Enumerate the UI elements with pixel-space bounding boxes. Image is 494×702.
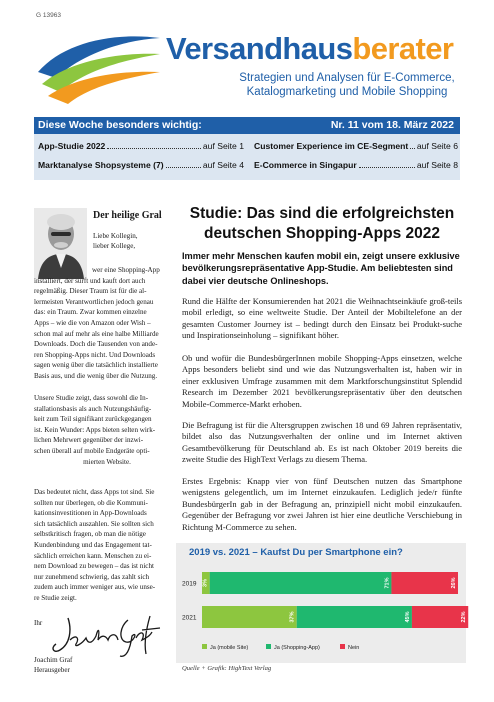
article-paragraph-2: Ob und wofür die BundesbürgerInnen mobile Shopping-Apps einsetzen, welche Apps besonders beliebt sind und wie das Nutzungsverhalten ist, haben wir in einer exklusiven Umfrage zusammen mit dem Marktforschungsinstitut Splendid Research im Dezember 2021 bevölkerungsrepräsentativ über den deutschen Mobile-Commerce-Markt erhoben. <box>182 353 462 409</box>
article-paragraph-1: Rund die Hälfte der Konsumierenden hat 2021 die Weihnachtseinkäufe groß-teils mobil erledigt, so eine weltweite Studie. Der Anteil der Mobiltelefone an der gesamten Customer Journey ist – bedingt durch den Einsatz bei Produkt-suche und Inspirationseinholung – signifikant höher. <box>182 296 462 341</box>
editorial-greeting-2: lieber Kollege, <box>93 242 136 250</box>
author-name: Joachim Graf <box>34 656 73 664</box>
data-label-2021-series-2: 22% <box>461 611 468 623</box>
data-label-2019-series-1: 71% <box>384 577 391 589</box>
bar-2019-series-1 <box>210 572 392 594</box>
data-label-2021-series-1: 45% <box>404 611 411 623</box>
article-lead: Immer mehr Menschen kaufen mobil ein, zeigt unsere exklusive bevölkerungsrepräsentative App-Studie. Am beliebtesten sind dabei vier deutsche Onlineshops. <box>182 251 460 286</box>
editorial-closing: Ihr <box>34 619 43 627</box>
article-paragraph-4: Erstes Ergebnis: Knapp vier von fünf Deutschen nutzen das Smartphone wenigstens gelegentlich, um im Internet einzukaufen. Lediglich jede/r fünfte BundesbürgerIn gab in der Befragung an, prinzipiell nicht mobil einzukaufen. Gegenüber der Befragung vor zwei Jahren ist hier eine deutliche Verschiebung in Richtung M-Commerce zu sehen. <box>182 476 462 532</box>
author-role: Herausgeber <box>34 666 70 675</box>
legend-label-1: Ja (Shopping-App) <box>274 645 320 651</box>
legend-swatch-2 <box>340 644 345 649</box>
toc-item-marktanalyse[interactable]: Marktanalyse Shopsysteme (7) auf Seite 4 <box>38 160 244 170</box>
brand-tagline <box>232 71 462 99</box>
issue-code: G 13963 <box>36 12 61 19</box>
toc-item-customer-experience[interactable]: Customer Experience im CE-Segment auf Seite 6 <box>254 141 458 151</box>
tagline-line1: Strategien und Analysen für E-Commerce, <box>239 72 455 84</box>
stacked-bar-chart <box>176 560 466 663</box>
toc-item-singapur[interactable]: E-Commerce in Singapur auf Seite 8 <box>254 160 458 170</box>
tagline-line2: Katalogmarketing und Mobile Shopping <box>246 86 448 98</box>
brand-wordmark <box>166 33 453 64</box>
legend-swatch-1 <box>266 644 271 649</box>
article-paragraph-3: Die Befragung ist für die Altersgruppen zwischen 18 und 69 Jahren repräsentativ, bildet also das Nutzungsverhalten der online und im Internet aktiven Gesamtbevölkerung für Deutschland ab. Es ist nach Oktober 2019 bereits die zweite Studie des HighText Verlags zu diesem Thema. <box>182 420 462 465</box>
editorial-title: Der heilige Gral <box>93 210 162 221</box>
legend-swatch-0 <box>202 644 207 649</box>
chart-source: Quelle + Grafik: HighText Verlag <box>182 665 272 672</box>
chart-title: 2019 vs. 2021 – Kaufst Du per Smartphone ein? <box>189 547 403 558</box>
brand-part1: Versandhaus <box>166 31 353 66</box>
highlights-bar <box>34 117 460 134</box>
data-label-2021-series-0: 37% <box>289 611 296 623</box>
brand-logo-swoosh <box>34 32 162 106</box>
toc-item-app-studie[interactable]: App-Studie 2022 auf Seite 1 <box>38 141 244 151</box>
brand-part2: berater <box>352 31 454 66</box>
bar-2021-series-0 <box>202 606 297 628</box>
legend-label-0: Ja (mobile Site) <box>210 645 249 651</box>
editorial-paragraph-2: Unsere Studie zeigt, dass sowohl die In- stallationsbasis als auch Nutzungshäufig- keit zum Teil signifikant zurückgegangen ist. Kein Wunder: Apps bieten selten wirk- lichen Mehrwert gegenüber der inzwi- schen überall auf mobile Endgeräte opti- mierten Website. <box>34 394 156 466</box>
editorial-author <box>34 655 72 675</box>
category-label-2019: 2019 <box>182 580 197 588</box>
table-of-contents <box>34 134 460 180</box>
issue-date: Nr. 11 vom 18. März 2022 <box>330 119 454 131</box>
editorial-paragraph-1: wer eine Shopping-App installiert, der surft und kauft dort auch regelmäßig. Dieser Traum ist für die al- lermeisten Verantwortlichen jedoch genau das: ein Traum. Zwar kommen einzelne Apps – wie die von Amazon oder Wish – schon mal auf mehr als eine halbe Milliarde Downloads. Doch die Tausenden von ande- ren Shopping-Apps nicht. Und Downloads sagen wenig über die tatsächlich installierte Basis aus, und die wenig über die Nutzung. <box>34 266 160 380</box>
category-label-2021: 2021 <box>182 614 197 622</box>
bar-2021-series-1 <box>297 606 412 628</box>
legend-label-2: Nein <box>348 645 360 651</box>
editorial-greeting-1: Liebe Kollegin, <box>93 232 138 240</box>
bar-2021-series-2 <box>412 606 468 628</box>
article-headline: Studie: Das sind die erfolgreichsten deutschen Shopping-Apps 2022 <box>189 205 455 242</box>
data-label-2019-series-2: 26% <box>451 577 457 589</box>
bar-2019-series-2 <box>391 572 458 594</box>
data-label-2019-series-0: 3% <box>202 579 209 587</box>
editorial-paragraph-3: Das bedeutet nicht, dass Apps tot sind. Sie sollten nur überlegen, ob die Kommuni- kationsinvestitionen in App-Downloads sich tatsächlich auszahlen. Sie sollten sich selbstkritisch fragen, ob man die nötige Kundenbindung und das Engagement tat- sächlich erreichen kann. Menschen zu ei- nem Download zu bewegen – das ist nicht nur zunehmend schwierig, das zahlt sich zudem auch immer weniger aus, wie unse- re Studie zeigt. <box>34 488 156 602</box>
highlights-title: Diese Woche besonders wichtig: <box>38 119 202 131</box>
